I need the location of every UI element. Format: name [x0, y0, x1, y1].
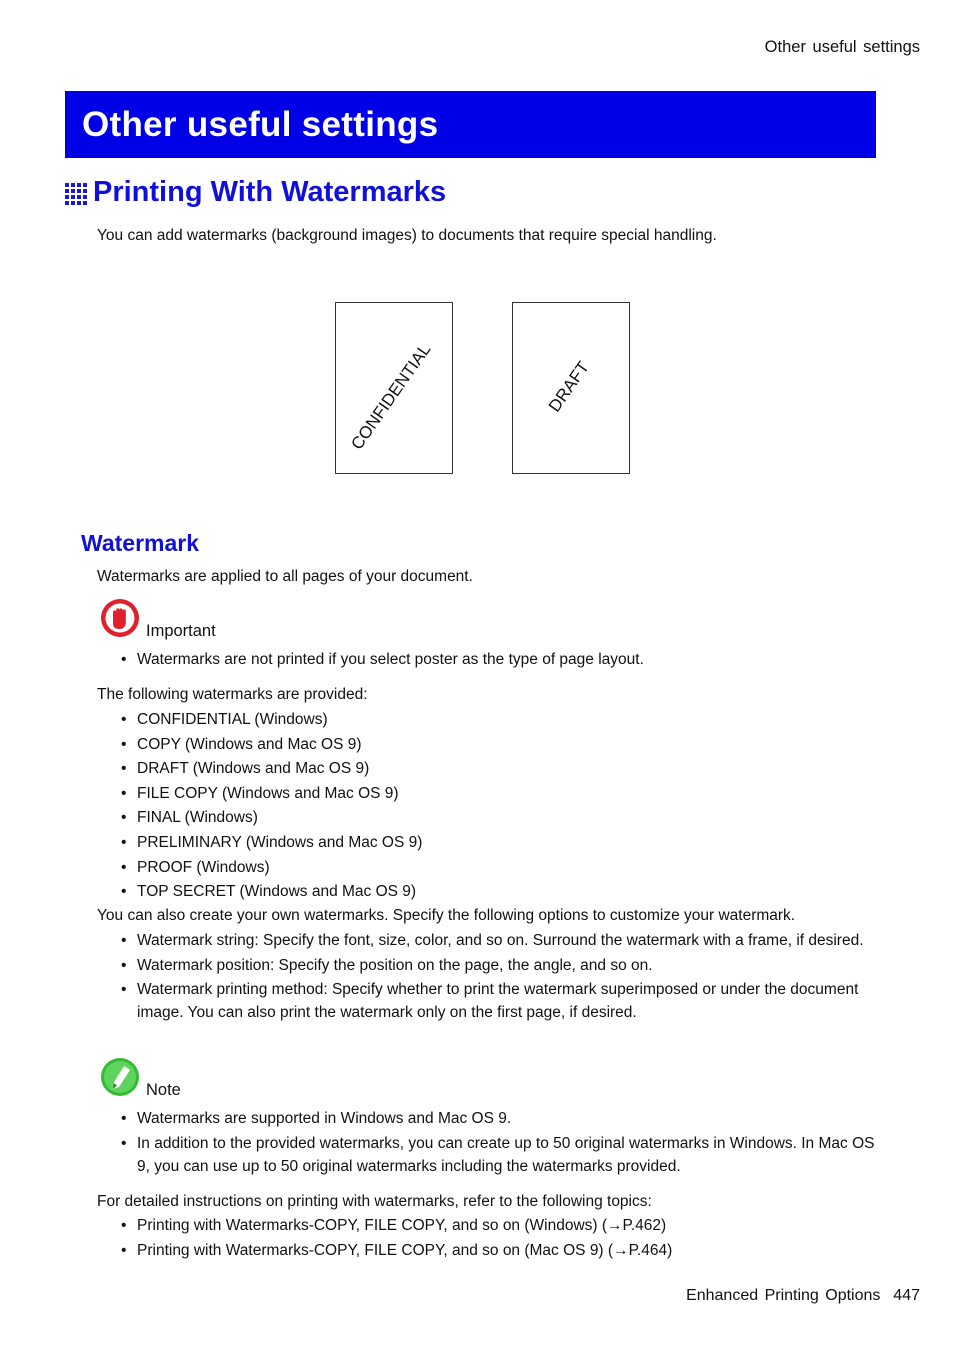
important-notice	[100, 598, 216, 640]
reference-link[interactable]: • Printing with Watermarks-COPY, FILE COPY, and so on (Mac OS 9) (→P.464)	[97, 1239, 672, 1262]
list-item: • DRAFT (Windows and Mac OS 9)	[97, 757, 422, 780]
list-item: • Watermark printing method: Specify whether to print the watermark superimposed or under the document image. You can also print the watermark only on the first page, if desired.	[97, 978, 877, 1024]
list-item: • Watermark position: Specify the position on the page, the angle, and so on.	[97, 954, 877, 977]
chapter-banner	[65, 91, 876, 158]
pencil-icon	[100, 1057, 142, 1099]
section-heading-row	[65, 176, 446, 209]
watermark-sample-text: DRAFT	[544, 358, 593, 416]
list-item: • Watermark string: Specify the font, size, color, and so on. Surround the watermark with a frame, if desired.	[97, 929, 877, 952]
note-label: Note	[146, 1081, 181, 1099]
section-title: Printing With Watermarks	[93, 176, 447, 208]
important-label: Important	[146, 622, 216, 640]
page-number: 447	[893, 1287, 920, 1304]
subsection-intro: Watermarks are applied to all pages of your document.	[97, 568, 473, 585]
custom-options-list	[97, 929, 877, 1026]
important-list	[97, 648, 644, 673]
section-intro: You can add watermarks (background images) to documents that require special handling.	[97, 227, 717, 244]
provided-watermarks-list	[97, 708, 422, 905]
list-item: • Watermarks are supported in Windows and Mac OS 9.	[97, 1107, 877, 1130]
hand-stop-icon	[100, 598, 142, 640]
list-item: • COPY (Windows and Mac OS 9)	[97, 733, 422, 756]
list-item: • In addition to the provided watermarks, you can create up to 50 original watermarks in Windows. In Mac OS 9, you can use up to 50 original watermarks including the watermarks provided.	[97, 1132, 877, 1178]
footer-section: Enhanced Printing Options	[686, 1287, 881, 1304]
subsection-title: Watermark	[81, 530, 200, 556]
watermark-sample-draft	[512, 302, 630, 474]
provided-intro: The following watermarks are provided:	[97, 686, 368, 703]
list-item: • TOP SECRET (Windows and Mac OS 9)	[97, 880, 422, 903]
references-list	[97, 1214, 672, 1263]
list-item: • PRELIMINARY (Windows and Mac OS 9)	[97, 831, 422, 854]
list-item: • CONFIDENTIAL (Windows)	[97, 708, 422, 731]
watermark-sample-text: CONFIDENTIAL	[347, 340, 435, 454]
list-item: • FILE COPY (Windows and Mac OS 9)	[97, 782, 422, 805]
list-item: • Watermarks are not printed if you select poster as the type of page layout.	[97, 648, 644, 671]
note-list	[97, 1107, 877, 1179]
references-intro: For detailed instructions on printing with watermarks, refer to the following topics:	[97, 1193, 652, 1210]
watermark-sample-confidential	[335, 302, 453, 474]
list-item: • PROOF (Windows)	[97, 856, 422, 879]
custom-intro: You can also create your own watermarks. Specify the following options to customize your watermark.	[97, 907, 796, 924]
chapter-title: Other useful settings	[82, 105, 439, 144]
running-header: Other useful settings	[764, 38, 920, 56]
grid-icon	[65, 183, 87, 205]
note-notice	[100, 1057, 181, 1099]
reference-link[interactable]: • Printing with Watermarks-COPY, FILE COPY, and so on (Windows) (→P.462)	[97, 1214, 672, 1237]
list-item: • FINAL (Windows)	[97, 806, 422, 829]
page-footer	[686, 1287, 920, 1305]
